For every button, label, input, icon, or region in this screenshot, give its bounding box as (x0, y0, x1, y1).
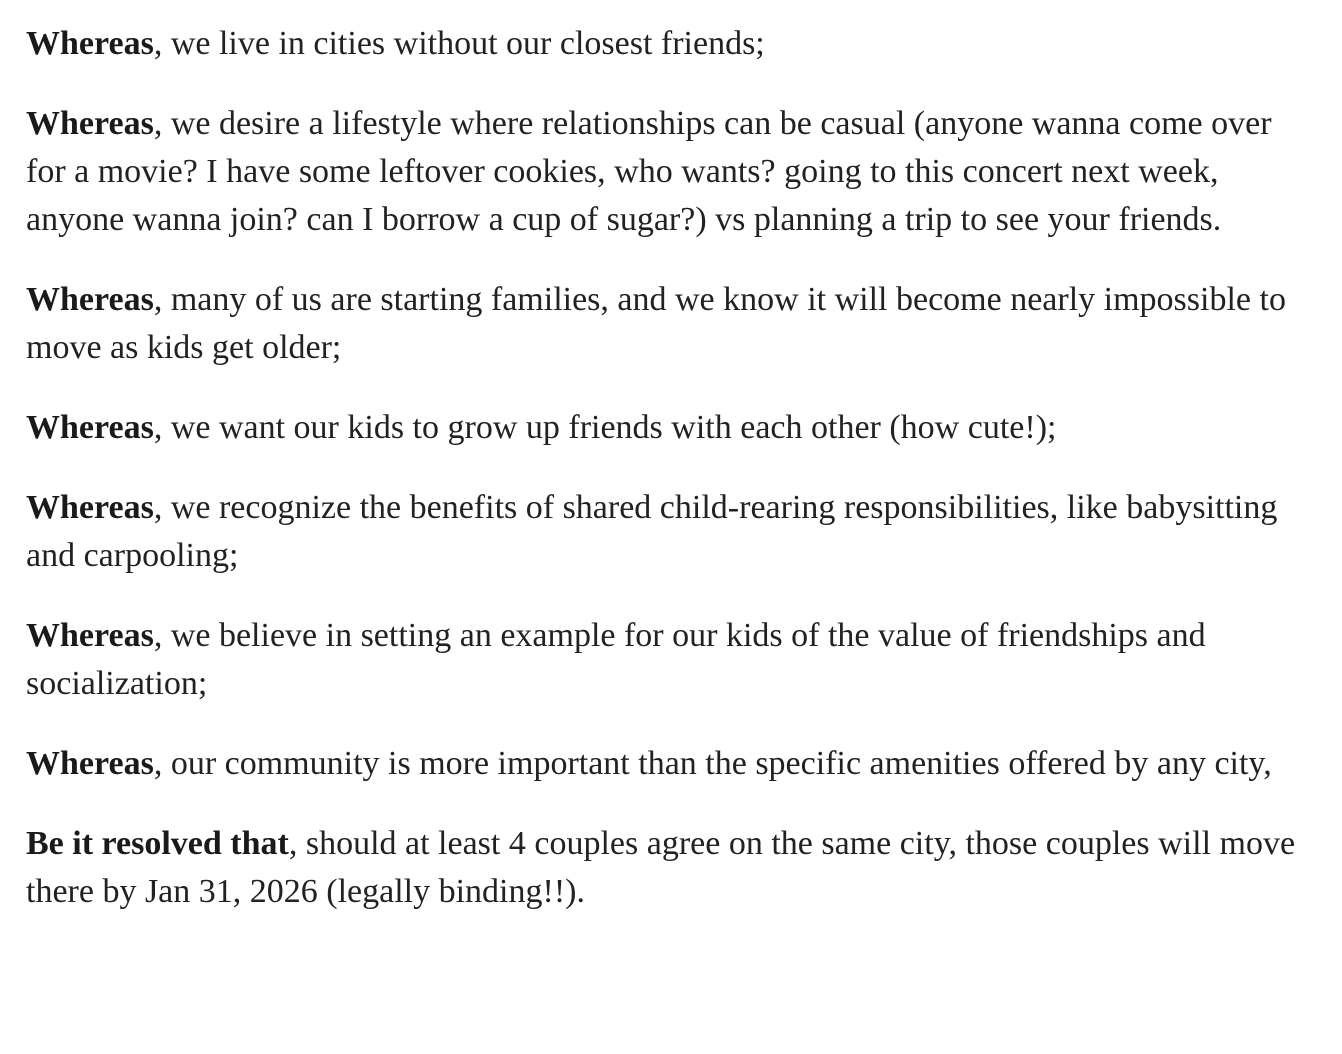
clause-lead: Whereas (26, 617, 154, 654)
clause-text: , we recognize the benefits of shared child-rearing responsibilities, like babysitting and carpooling; (26, 489, 1278, 574)
clause-living-apart (26, 20, 1316, 68)
clause-text: , we believe in setting an example for our kids of the value of friendships and socialization; (26, 617, 1206, 702)
clause-casual-lifestyle (26, 100, 1316, 244)
clause-text: , we want our kids to grow up friends with each other (how cute!); (153, 409, 1057, 446)
clause-starting-families (26, 276, 1316, 372)
clause-text: , we desire a lifestyle where relationships can be casual (anyone wanna come over for a movie? I have some leftover cookies, who wants? going to this concert next week, anyone wanna join? can I borrow a cup of sugar?) vs planning a trip to see your friends. (26, 105, 1272, 238)
clause-kids-friends (26, 404, 1316, 452)
clause-lead: Whereas (26, 409, 154, 446)
clause-lead: Whereas (26, 489, 154, 526)
clause-lead: Whereas (26, 25, 154, 62)
clause-lead: Whereas (26, 745, 154, 782)
resolution-text: , should at least 4 couples agree on the same city, those couples will move there by Jan 31, 2026 (legally binding!!). (26, 825, 1296, 910)
clause-resolution (26, 820, 1316, 916)
clause-text: , our community is more important than the specific amenities offered by any city, (153, 745, 1272, 782)
clause-text: , we live in cities without our closest friends; (153, 25, 765, 62)
resolution-lead: Be it resolved that (26, 825, 289, 862)
clause-lead: Whereas (26, 105, 154, 142)
clause-setting-example (26, 612, 1316, 708)
clause-community-over-amenities (26, 740, 1316, 788)
clause-lead: Whereas (26, 281, 154, 318)
clause-text: , many of us are starting families, and we know it will become nearly impossible to move as kids get older; (26, 281, 1286, 366)
clause-shared-child-rearing (26, 484, 1316, 580)
